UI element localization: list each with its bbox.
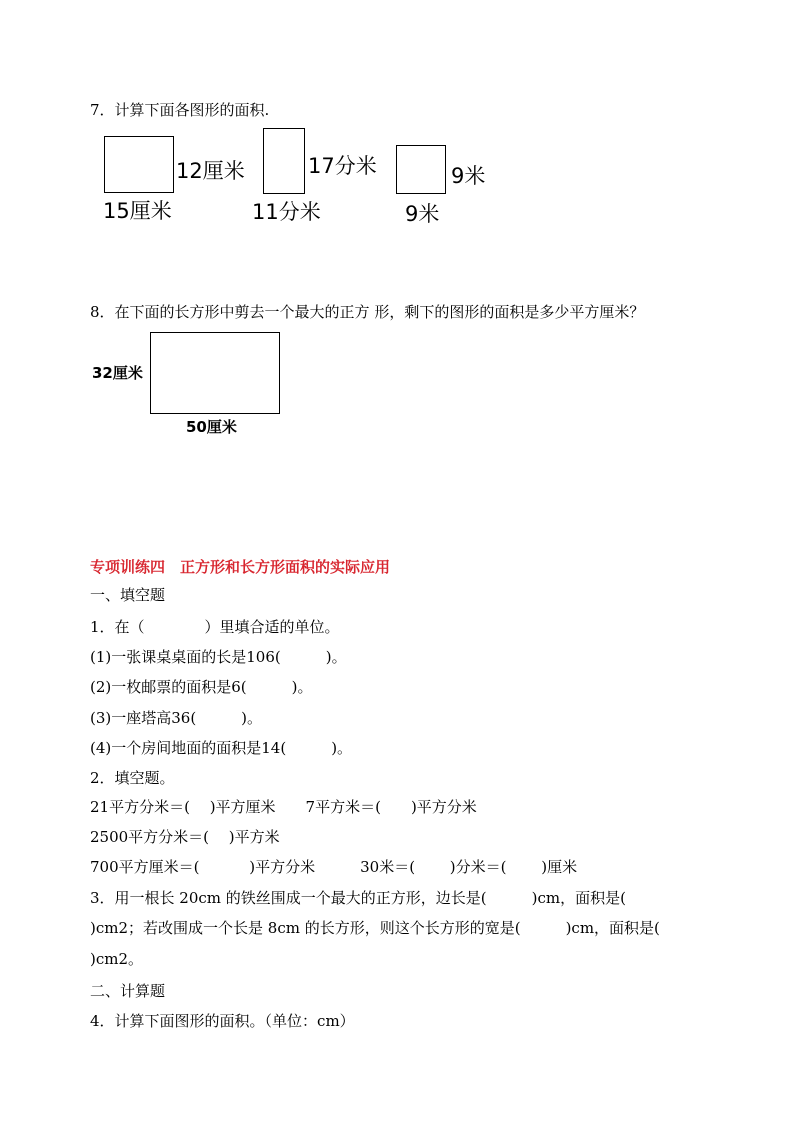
q1-item: (1)一张课桌桌面的长是106( )。: [90, 648, 347, 666]
rectangle-shape: [104, 136, 174, 193]
part-1-heading: 一、填空题: [90, 586, 166, 604]
bottom-label: 15厘米: [103, 199, 172, 223]
bottom-label: 11分米: [252, 200, 321, 224]
square-shape: [396, 145, 446, 194]
q1-title: 1．在（ ）里填合适的单位。: [90, 618, 340, 636]
rectangle-shape: [263, 128, 305, 194]
q3-line: )cm2；若改围成一个长是 8cm 的长方形，则这个长方形的宽是( )cm，面积是(: [90, 919, 660, 937]
side-label: 12厘米: [176, 159, 245, 183]
q2-line: 21平方分米＝( )平方厘米 7平方米＝( )平方分米: [90, 798, 477, 816]
bottom-label: 50厘米: [186, 418, 237, 436]
rectangle-shape: [150, 332, 280, 414]
q2-line: 2500平方分米＝( )平方米: [90, 828, 280, 846]
part-2-heading: 二、计算题: [90, 982, 166, 1000]
q7-title: 7．计算下面各图形的面积.: [90, 101, 270, 119]
side-label: 9米: [451, 164, 486, 188]
q2-line: 700平方厘米＝( )平方分米 30米＝( )分米＝( )厘米: [90, 858, 578, 876]
q1-item: (4)一个房间地面的面积是14( )。: [90, 739, 353, 757]
q2-title: 2．填空题。: [90, 769, 175, 787]
q8-title: 8．在下面的长方形中剪去一个最大的正方 形，剩下的图形的面积是多少平方厘米？: [90, 303, 645, 321]
q3-line: 3．用一根长 20cm 的铁丝围成一个最大的正方形，边长是( )cm，面积是(: [90, 889, 626, 907]
q3-line: )cm2。: [90, 950, 144, 968]
side-label: 32厘米: [92, 364, 143, 382]
side-label: 17分米: [308, 154, 377, 178]
section-heading: 专项训练四 正方形和长方形面积的实际应用: [90, 558, 391, 576]
q4-title: 4．计算下面图形的面积。（单位：cm）: [90, 1012, 355, 1030]
q1-item: (2)一枚邮票的面积是6( )。: [90, 678, 313, 696]
bottom-label: 9米: [405, 202, 440, 226]
q1-item: (3)一座塔高36( )。: [90, 709, 263, 727]
